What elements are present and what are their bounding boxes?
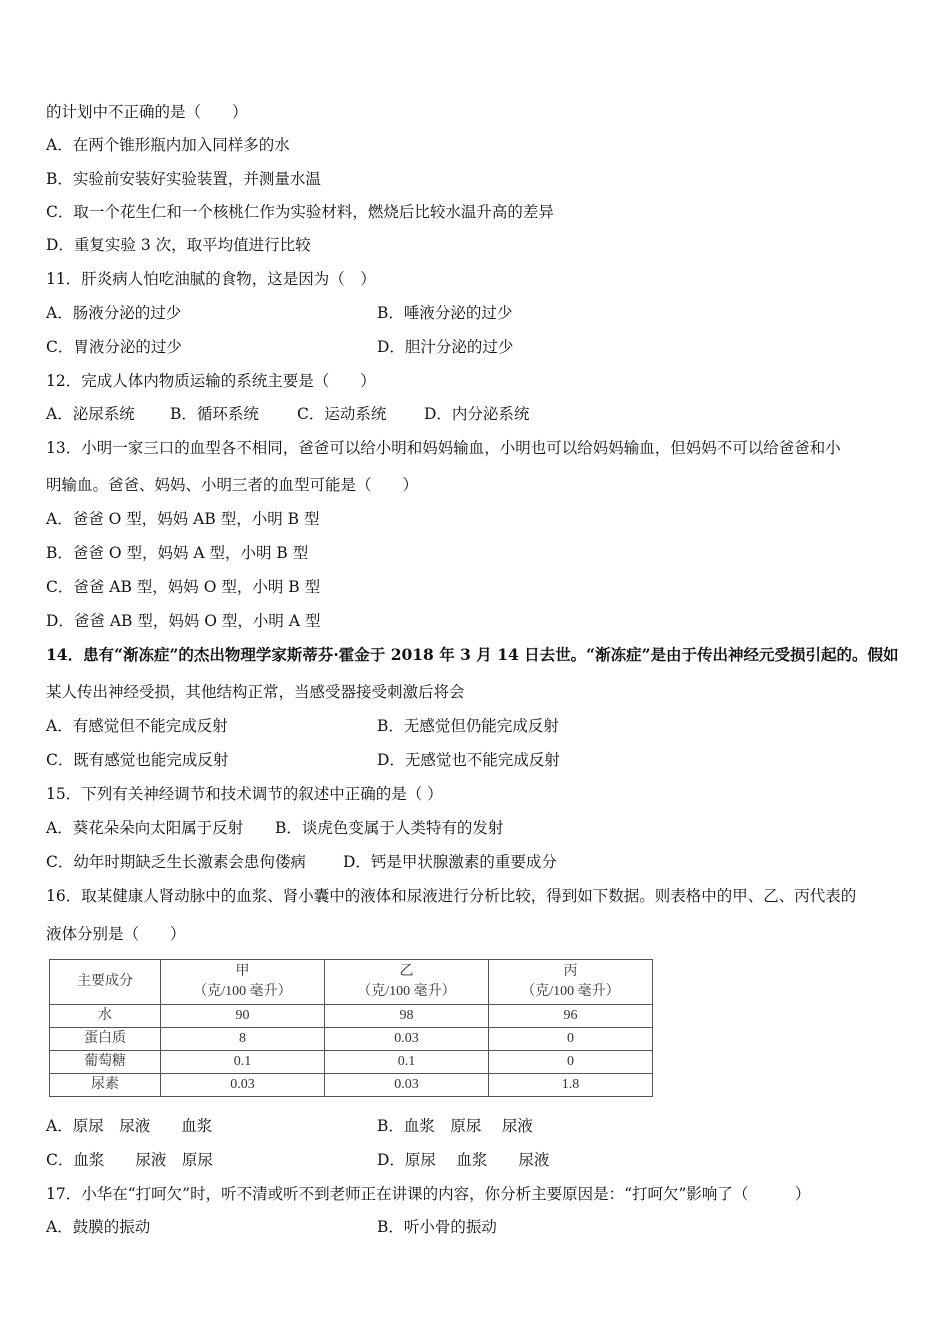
q14-option-c: C．既有感觉也能完成反射 [46, 751, 229, 769]
q14-option-b: B．无感觉但仍能完成反射 [377, 717, 559, 735]
q11-option-b: B．唾液分泌的过少 [377, 304, 513, 322]
table-row [50, 1005, 653, 1028]
table-cell: 1.8 [489, 1074, 653, 1097]
column-name: 甲 [235, 964, 250, 979]
table-column-header [489, 960, 653, 1005]
q16-option-d: D．原尿 血浆 尿液 [377, 1151, 550, 1169]
composition-table [49, 959, 653, 1097]
column-name: 乙 [399, 964, 414, 979]
table-row [50, 1074, 653, 1097]
table-cell: 0.03 [161, 1074, 325, 1097]
q14-option-d: D．无感觉也不能完成反射 [377, 751, 560, 769]
q12-option-d: D．内分泌系统 [424, 405, 530, 423]
table-cell: 0.03 [325, 1028, 489, 1051]
q14-option-a: A．有感觉但不能完成反射 [46, 717, 228, 735]
q15-option-d: D．钙是甲状腺激素的重要成分 [343, 853, 557, 871]
q14-stem-line2: 某人传出神经受损，其他结构正常，当感受器接受刺激后将会 [46, 683, 465, 701]
row-label: 尿素 [50, 1074, 161, 1097]
table-cell: 0 [489, 1051, 653, 1074]
q11-option-c: C．胃液分泌的过少 [46, 338, 182, 356]
q12-option-c: C．运动系统 [297, 405, 387, 423]
q11-option-d: D．胆汁分泌的过少 [377, 338, 514, 356]
table-cell: 0 [489, 1028, 653, 1051]
table-cell: 8 [161, 1028, 325, 1051]
table-row [50, 1051, 653, 1074]
column-name: 丙 [563, 964, 578, 979]
q10-stem: 的计划中不正确的是（ ） [46, 103, 248, 121]
row-label: 蛋白质 [50, 1028, 161, 1051]
q16-option-c: C．血浆 尿液 原尿 [46, 1151, 213, 1169]
column-unit: （克/100 毫升） [193, 984, 292, 999]
table-cell: 98 [325, 1005, 489, 1028]
q17-option-b: B．听小骨的振动 [377, 1218, 497, 1236]
q15-option-c: C．幼年时期缺乏生长激素会患佝偻病 [46, 853, 306, 871]
column-unit: （克/100 毫升） [521, 984, 620, 999]
q10-option-b: B．实验前安装好实验装置，并测量水温 [46, 170, 321, 188]
q10-option-a: A．在两个锥形瓶内加入同样多的水 [46, 136, 290, 154]
q16-stem-line1: 16．取某健康人肾动脉中的血浆、肾小囊中的液体和尿液进行分析比较，得到如下数据。则表格中的甲、乙、丙代表的 [46, 887, 857, 905]
q13-stem-line2: 明输血。爸爸、妈妈、小明三者的血型可能是（ ） [46, 476, 419, 494]
q14-stem-line1: 14．患有“渐冻症”的杰出物理学家斯蒂芬·霍金于 2018 年 3 月 14 日去世。“渐冻症”是由于传出神经元受损引起的。假如 [46, 645, 899, 664]
row-label: 水 [50, 1005, 161, 1028]
q12-stem: 12．完成人体内物质运输的系统主要是（ ） [46, 372, 376, 390]
table-cell: 96 [489, 1005, 653, 1028]
table-column-header [325, 960, 489, 1005]
table-cell: 0.03 [325, 1074, 489, 1097]
row-label: 葡萄糖 [50, 1051, 161, 1074]
q16-option-a: A．原尿 尿液 血浆 [46, 1117, 213, 1135]
table-row [50, 1028, 653, 1051]
q13-option-b: B．爸爸 O 型，妈妈 A 型，小明 B 型 [46, 544, 309, 562]
q10-option-c: C．取一个花生仁和一个核桃仁作为实验材料，燃烧后比较水温升高的差异 [46, 203, 554, 221]
q10-option-d: D．重复实验 3 次，取平均值进行比较 [46, 236, 311, 254]
q13-stem-line1: 13．小明一家三口的血型各不相同，爸爸可以给小明和妈妈输血，小明也可以给妈妈输血，但妈妈不可以给爸爸和小 [46, 439, 841, 457]
q15-option-b: B．谈虎色变属于人类特有的发射 [275, 819, 504, 837]
q15-option-a: A．葵花朵朵向太阳属于反射 [46, 819, 244, 837]
q16-option-b: B．血浆 原尿 尿液 [377, 1117, 533, 1135]
q17-option-a: A．鼓膜的振动 [46, 1218, 151, 1236]
q13-option-d: D．爸爸 AB 型，妈妈 O 型，小明 A 型 [46, 612, 321, 630]
table-cell: 0.1 [325, 1051, 489, 1074]
column-unit: （克/100 毫升） [357, 984, 456, 999]
q16-stem-line2: 液体分别是（ ） [46, 925, 186, 943]
q15-stem: 15．下列有关神经调节和技术调节的叙述中正确的是（ ） [46, 785, 443, 803]
q17-stem: 17．小华在“打呵欠”时，听不清或听不到老师正在讲课的内容，你分析主要原因是：“打呵欠”影响了（ ） [46, 1185, 811, 1203]
q11-option-a: A．肠液分泌的过少 [46, 304, 182, 322]
q13-option-c: C．爸爸 AB 型，妈妈 O 型，小明 B 型 [46, 578, 321, 596]
table-column-header [161, 960, 325, 1005]
table-cell: 90 [161, 1005, 325, 1028]
table-cell: 0.1 [161, 1051, 325, 1074]
q11-stem: 11．肝炎病人怕吃油腻的食物，这是因为（ ） [46, 270, 376, 288]
table-corner-header: 主要成分 [50, 960, 161, 1005]
q12-option-a: A．泌尿系统 [46, 405, 135, 423]
q13-option-a: A．爸爸 O 型，妈妈 AB 型，小明 B 型 [46, 510, 320, 528]
q12-option-b: B．循环系统 [170, 405, 259, 423]
table-header-row [50, 960, 653, 1005]
